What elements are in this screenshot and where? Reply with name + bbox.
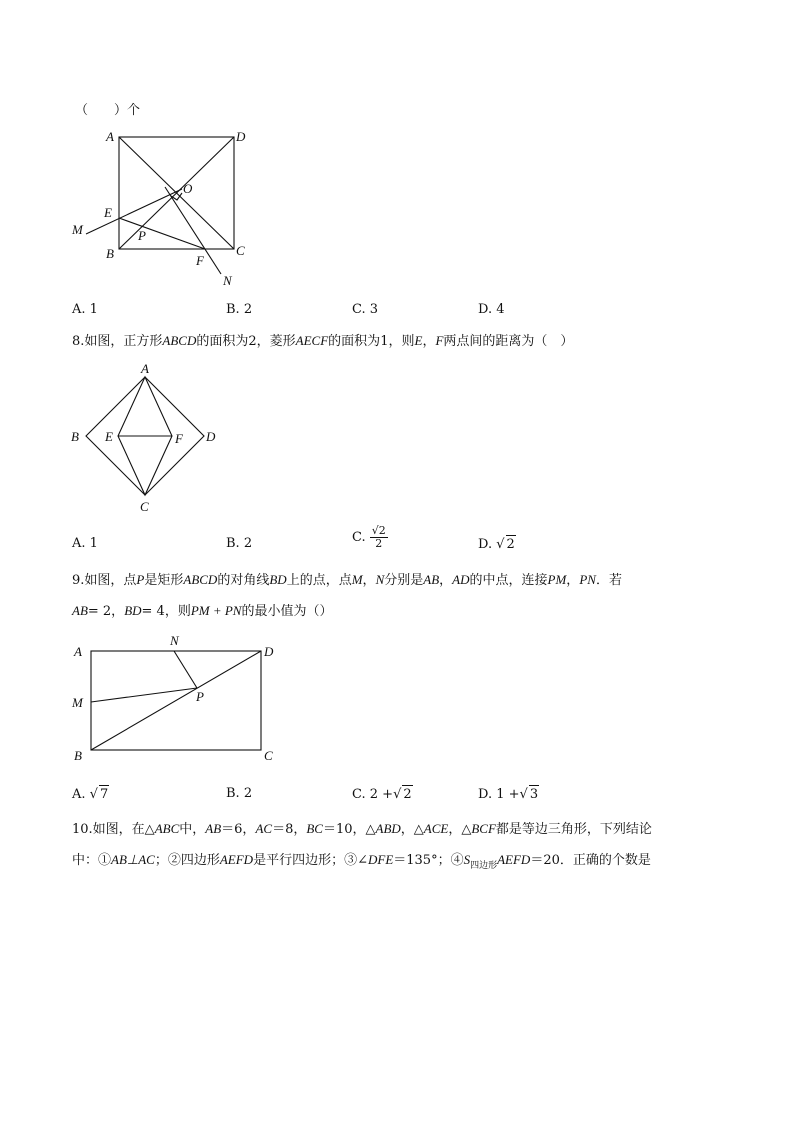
q8-option-d: D. √ 2 [478,537,515,552]
q8-label-f: F [175,431,183,446]
q8-option-c: C. $\frac{√2}{2}$ [352,524,386,550]
q9-label-c: C [264,748,273,763]
q7-option-a: A. 1 [72,302,98,317]
q8-label-a: A [141,361,149,376]
q10-stem-line1: 10.如图，在△ABC中，AB＝6，AC＝8，BC＝10，△ABD，△ACE，△BCF都是等边三角形，下列结论 [72,821,652,837]
q8-option-a: A. 1 [72,536,98,551]
q8-option-b: B. 2 [226,536,253,551]
q8-label-d: D [206,429,216,444]
q7-label-o: O [183,181,193,196]
q7-label-f: F [196,253,204,268]
q8-stem: 8.如图，正方形ABCD的面积为2，菱形AECF的面积为1，则E，F两点间的距离为（ ） [72,333,574,349]
q9-label-d: D [264,644,274,659]
q9-stem-line1: 9.如图，点P是矩形ABCD的对角线BD上的点，点M，N分别是AB，AD的中点，连接PM，PN．若 [72,572,622,588]
q8-label-b: B [71,429,79,444]
q9-option-b: B. 2 [226,786,253,801]
q10-stem-line2: 中：①AB⊥AC；②四边形AEFD是平行四边形；③∠DFE＝135°；$④S_{四边形}AEFD=20$．正确的个数是 [72,852,651,871]
q7-option-d: D. 4 [478,302,505,317]
q8-label-c: C [140,499,149,514]
q9-stem-line2: AB= 2，BD= 4，则PM + PN的最小值为（） [72,603,333,619]
q9-diagonal-bd [91,651,261,750]
q9-segment-pn [174,651,197,688]
q9-option-c: C. 2 +√ 2 [352,787,412,802]
q7-option-b: B. 2 [226,302,253,317]
q8-label-e: E [105,429,113,444]
q7-label-d: D [236,129,246,144]
q7-option-c: C. 3 [352,302,379,317]
q7-tail: （ ）个 [75,103,141,118]
q9-segment-pm [91,688,197,702]
q7-label-c: C [236,243,245,258]
q7-label-a: A [106,129,114,144]
q7-label-p: P [138,228,146,243]
q9-option-d: D. 1 +√ 3 [478,787,539,802]
q9-option-a: A. √ 7 [72,787,109,802]
q7-label-b: B [106,246,114,261]
q9-label-m: M [72,695,83,710]
q9-label-b: B [74,748,82,763]
q9-label-p: P [196,689,204,704]
q7-label-m: M [72,222,83,237]
q9-label-n: N [170,633,179,648]
q9-label-a: A [74,644,82,659]
q7-label-e: E [104,205,112,220]
q7-label-n: N [223,273,232,288]
